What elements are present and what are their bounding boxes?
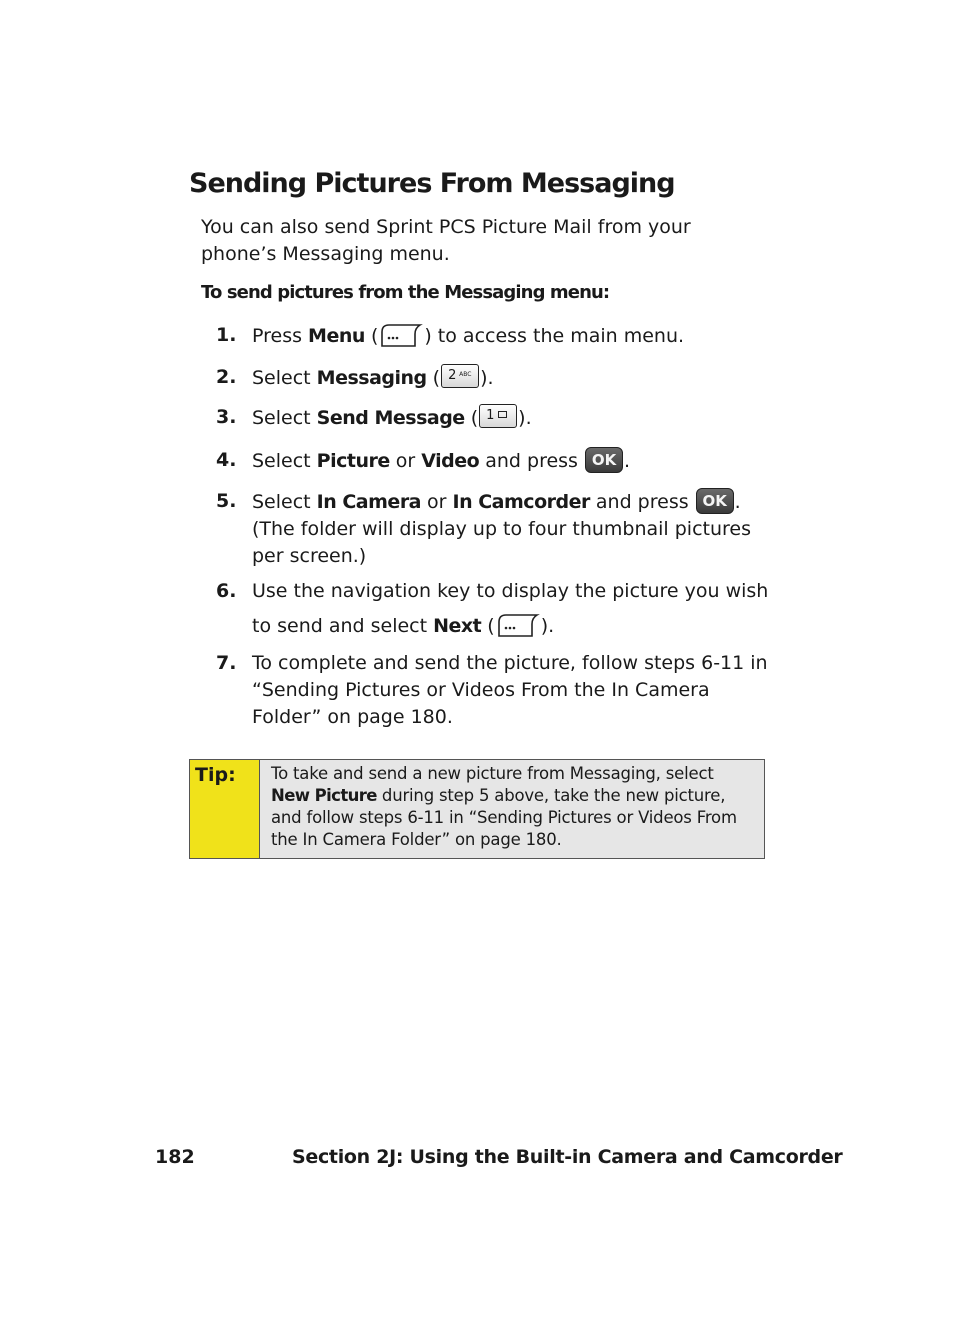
intro-paragraph: You can also send Sprint PCS Picture Mail from your phone’s Messaging menu.	[201, 216, 691, 265]
tip-text-cell	[260, 760, 764, 858]
ok-key-icon: OK	[585, 447, 623, 473]
step-number: 7.	[216, 652, 237, 674]
tip-label: Tip:	[195, 764, 236, 786]
tip-text: To take and send a new picture from Messaging, select New Picture during step 5 above, take the new picture, and follow steps 6-11 in “Sending Pictures or Videos From the In Camera Folder” on page 180.	[271, 764, 737, 849]
section-title: Section 2J: Using the Built-in Camera and Camcorder	[292, 1146, 843, 1168]
step-number: 1.	[216, 324, 237, 346]
picture-label: Picture	[316, 450, 390, 472]
in-camcorder-label: In Camcorder	[452, 491, 590, 513]
tip-label-cell	[190, 760, 260, 858]
page-title: Sending Pictures From Messaging	[189, 168, 675, 199]
step-number: 3.	[216, 406, 237, 428]
messaging-label: Messaging	[316, 367, 427, 389]
next-label: Next	[433, 615, 482, 637]
step-number: 2.	[216, 366, 237, 388]
new-picture-label: New Picture	[271, 786, 377, 805]
in-camera-label: In Camera	[316, 491, 422, 513]
key-2-icon: 2 ABC	[441, 364, 479, 388]
key-1-icon: 1	[479, 404, 517, 428]
ok-key-icon: OK	[696, 488, 734, 514]
step-number: 6.	[216, 580, 237, 602]
step-number: 5.	[216, 490, 237, 512]
left-softkey-icon	[379, 322, 423, 348]
step-number: 4.	[216, 449, 237, 471]
menu-label: Menu	[308, 325, 365, 347]
page-number: 182	[155, 1146, 195, 1168]
video-label: Video	[421, 450, 480, 472]
left-softkey-icon	[496, 612, 540, 638]
procedure-heading: To send pictures from the Messaging menu:	[201, 282, 610, 303]
envelope-icon	[498, 411, 507, 418]
tip-box	[189, 759, 765, 859]
send-message-label: Send Message	[316, 407, 465, 429]
